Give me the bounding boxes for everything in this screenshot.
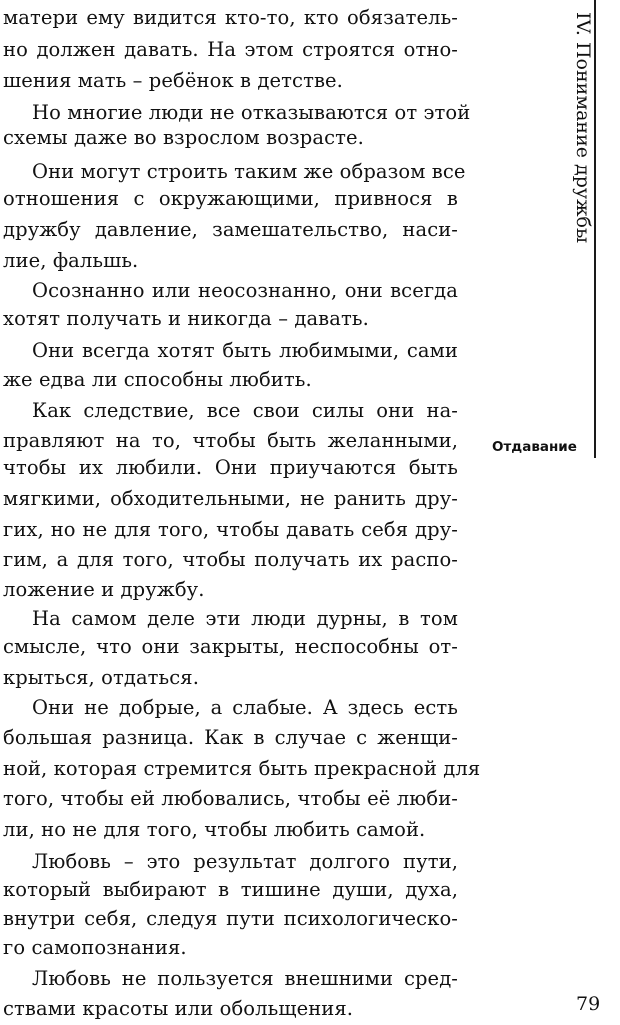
text-line: лие, фальшь.	[3, 249, 139, 272]
text-line: ложение и дружбу.	[3, 578, 205, 601]
text-line: ной, которая стремится быть прекрасной для	[3, 757, 481, 780]
text-line: отношения с окружающими, привнося в	[3, 187, 458, 210]
text-line: хотят получать и никогда – давать.	[3, 307, 369, 330]
text-line: смысле, что они закрыты, неспособны от-	[3, 635, 458, 658]
text-line: го самопознания.	[3, 936, 187, 959]
text-line: гих, но не для того, чтобы давать себя дру-	[3, 518, 458, 541]
text-line: который выбирают в тишине души, духа,	[3, 878, 458, 901]
margin-rule	[594, 0, 596, 458]
text-line: ли, но не для того, чтобы любить самой.	[3, 818, 426, 841]
text-line: шения мать – ребёнок в детстве.	[3, 69, 343, 92]
text-line: крыться, отдаться.	[3, 666, 200, 689]
text-line: Они не добрые, а слабые. А здесь есть	[32, 696, 458, 719]
text-line: матери ему видится кто-то, кто обязатель-	[3, 6, 458, 29]
text-line: Как следствие, все свои силы они на-	[32, 399, 458, 422]
text-line: На самом деле эти люди дурны, в том	[32, 607, 458, 630]
text-line: внутри себя, следуя пути психологическо-	[3, 907, 458, 930]
margin-note: Отдавание	[492, 439, 577, 455]
text-line: но должен давать. На этом строятся отно-	[3, 38, 458, 61]
text-line: дружбу давление, замешательство, наси-	[3, 218, 458, 241]
text-line: того, чтобы ей любовались, чтобы её люби-	[3, 787, 458, 810]
text-line: схемы даже во взрослом возрасте.	[3, 126, 364, 149]
text-line: Но многие люди не отказываются от этой	[32, 101, 471, 124]
text-line: Они всегда хотят быть любимыми, сами	[32, 339, 458, 362]
text-line: Осознанно или неосознанно, они всегда	[32, 279, 458, 302]
text-line: большая разница. Как в случае с женщи-	[3, 726, 458, 749]
running-head: IV. Понимание дружбы	[572, 12, 594, 244]
page-number: 79	[576, 993, 601, 1015]
text-line: же едва ли способны любить.	[3, 368, 312, 391]
text-line: мягкими, обходительными, не ранить дру-	[3, 487, 458, 510]
text-line: Они могут строить таким же образом все	[32, 160, 466, 183]
text-line: чтобы их любили. Они приучаются быть	[3, 456, 458, 479]
text-line: Любовь не пользуется внешними сред-	[32, 967, 458, 990]
text-line: гим, а для того, чтобы получать их распо-	[3, 548, 458, 571]
text-line: правляют на то, чтобы быть желанными,	[3, 429, 458, 452]
text-line: ствами красоты или обольщения.	[3, 997, 354, 1020]
text-line: Любовь – это результат долгого пути,	[32, 850, 458, 873]
